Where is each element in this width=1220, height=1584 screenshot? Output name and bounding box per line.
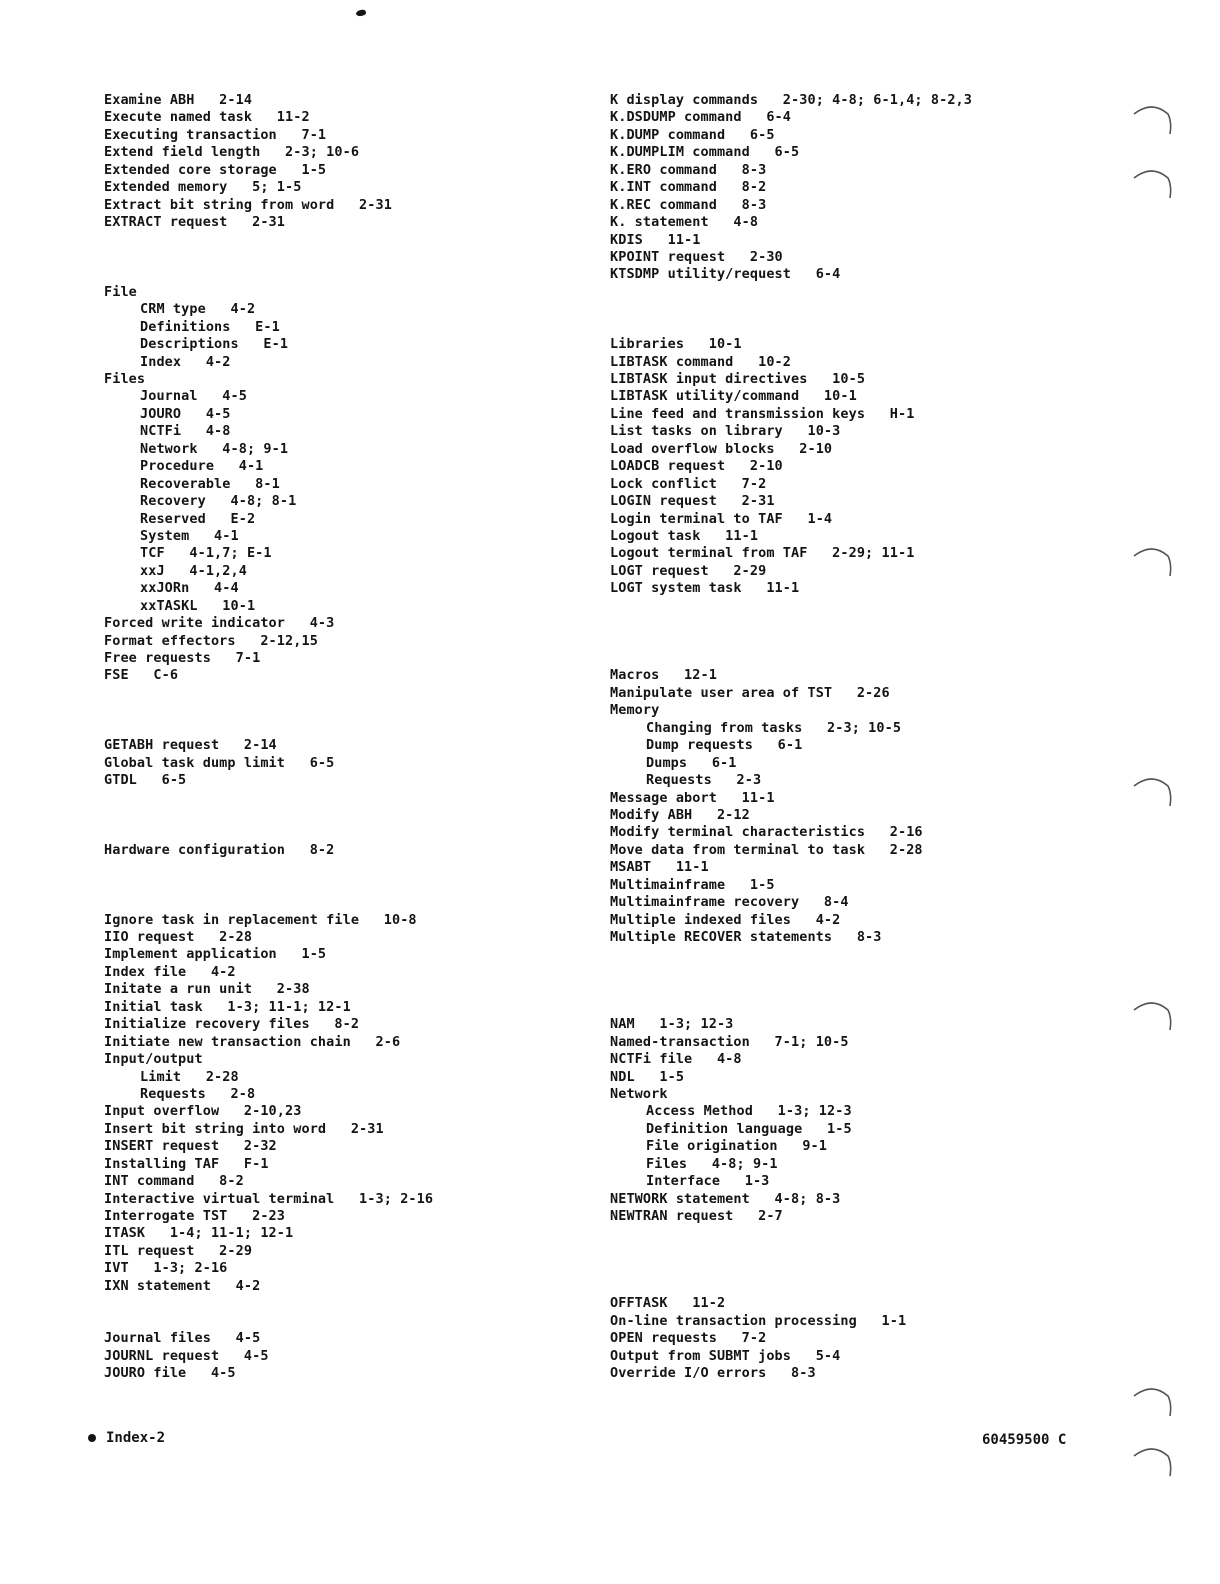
index-subentry: Changing from tasks 2-3; 10-5 [646,719,902,736]
index-entry: INSERT request 2-32 [104,1138,277,1155]
index-subentry: Requests 2-3 [646,772,762,789]
index-entry: Extended core storage 1-5 [104,161,327,178]
blank-line [104,720,574,737]
index-entry: JOURNL request 4-5 [104,1347,269,1364]
blank-line [104,266,574,283]
index-entry: NETWORK statement 4-8; 8-3 [610,1190,841,1207]
index-entry: FSE C-6 [104,667,179,684]
index-subentry: Procedure 4-1 [140,458,264,475]
index-subentry: Definition language 1-5 [646,1120,852,1137]
index-entry: List tasks on library 10-3 [610,423,841,440]
index-entry: Forced write indicator 4-3 [104,615,335,632]
blank-line [104,1295,574,1312]
index-entry: Global task dump limit 6-5 [104,754,335,771]
blank-line [610,598,1110,615]
blank-line [610,946,1110,963]
index-entry: NCTFi file 4-8 [610,1051,742,1068]
index-entry: NDL 1-5 [610,1068,685,1085]
index-entry: Extended memory 5; 1-5 [104,179,302,196]
index-entry: K.INT command 8-2 [610,179,767,196]
binder-hole-icon [1130,1442,1172,1482]
index-entry: K.DUMP command 6-5 [610,126,775,143]
index-subentry: Definitions E-1 [140,318,280,335]
stray-ink-mark [355,9,366,17]
blank-line [104,790,574,807]
index-entry: JOURO file 4-5 [104,1364,236,1381]
blank-line [104,702,574,719]
blank-line [104,894,574,911]
blank-line [610,615,1110,632]
index-entry: Multimainframe 1-5 [610,876,775,893]
blank-line [610,1243,1110,1260]
index-entry: Multiple indexed files 4-2 [610,911,841,928]
index-entry: Format effectors 2-12,15 [104,632,318,649]
index-entry: Execute named task 11-2 [104,109,310,126]
index-subentry: Dump requests 6-1 [646,737,803,754]
index-entry: Input overflow 2-10,23 [104,1103,302,1120]
index-subentry: JOURO 4-5 [140,405,231,422]
index-entry: Index file 4-2 [104,963,236,980]
index-entry: LOGIN request 2-31 [610,493,775,510]
binder-hole-icon [1130,164,1172,204]
binder-hole-icon [1130,996,1172,1036]
index-entry: IXN statement 4-2 [104,1277,261,1294]
index-subentry: xxJORn 4-4 [140,580,239,597]
index-entry: Logout terminal from TAF 2-29; 11-1 [610,545,915,562]
index-entry: Initate a run unit 2-38 [104,981,310,998]
index-entry: K.REC command 8-3 [610,196,767,213]
index-entry: KDIS 11-1 [610,231,701,248]
index-entry: Implement application 1-5 [104,946,327,963]
blank-line [610,633,1110,650]
index-entry: Input/output [104,1051,203,1068]
blank-line [104,807,574,824]
index-subentry: Journal 4-5 [140,388,247,405]
index-entry: OFFTASK 11-2 [610,1295,726,1312]
blank-line [610,301,1110,318]
index-entry: Insert bit string into word 2-31 [104,1120,384,1137]
index-entry: INT command 8-2 [104,1173,244,1190]
index-subentry: File origination 9-1 [646,1138,828,1155]
binder-hole-icon [1130,100,1172,140]
blank-line [610,319,1110,336]
index-entry: Hardware configuration 8-2 [104,841,335,858]
index-subentry: System 4-1 [140,527,239,544]
index-entry: LIBTASK input directives 10-5 [610,371,866,387]
index-entry: K. statement 4-8 [610,214,759,231]
index-entry: Multiple RECOVER statements 8-3 [610,929,882,945]
index-entry: Ignore task in replacement file 10-8 [104,911,417,928]
blank-line [104,232,574,249]
blank-line [104,685,574,702]
index-entry: Load overflow blocks 2-10 [610,440,833,457]
index-subentry: Recoverable 8-1 [140,475,280,492]
index-entry: On-line transaction processing 1-1 [610,1312,907,1329]
index-entry: File [104,283,137,300]
index-entry: Override I/O errors 8-3 [610,1364,816,1381]
index-entry: Manipulate user area of TST 2-26 [610,684,890,701]
index-entry: LIBTASK utility/command 10-1 [610,388,857,405]
blank-line [610,1260,1110,1277]
blank-line [104,249,574,266]
index-entry: Modify terminal characteristics 2-16 [610,824,923,841]
blank-line [104,877,574,894]
index-entry: Login terminal to TAF 1-4 [610,510,833,527]
footer-doc-number: 60459500 C [982,1432,1067,1448]
index-entry: Modify ABH 2-12 [610,806,750,823]
index-subentry: TCF 4-1,7; E-1 [140,545,272,562]
index-entry: Interactive virtual terminal 1-3; 2-16 [104,1190,434,1207]
index-entry: Executing transaction 7-1 [104,126,327,143]
blank-line [104,1313,574,1330]
index-entry: KTSDMP utility/request 6-4 [610,266,841,283]
index-subentry: Descriptions E-1 [140,336,289,353]
blank-line [610,1278,1110,1295]
binder-hole-icon [1130,772,1172,812]
index-entry: Initiate new transaction chain 2-6 [104,1033,401,1050]
index-entry: GTDL 6-5 [104,772,187,789]
index-subentry: CRM type 4-2 [140,301,256,318]
index-entry: EXTRACT request 2-31 [104,214,286,231]
index-subentry: xxJ 4-1,2,4 [140,562,247,579]
bullet-icon [88,1434,96,1442]
index-entry: Extend field length 2-3; 10-6 [104,144,360,161]
blank-line [104,859,574,876]
index-entry: Network [610,1085,668,1102]
index-entry: Move data from terminal to task 2-28 [610,841,923,858]
index-entry: Macros 12-1 [610,667,717,684]
blank-line [610,964,1110,981]
index-entry: Interrogate TST 2-23 [104,1208,286,1224]
index-entry: Installing TAF F-1 [104,1155,269,1172]
index-entry: Examine ABH 2-14 [104,92,253,108]
index-entry: Extract bit string from word 2-31 [104,196,392,213]
index-entry: Line feed and transmission keys H-1 [610,405,915,422]
index-subentry: Reserved E-2 [140,510,256,527]
index-entry: NAM 1-3; 12-3 [610,1016,734,1033]
index-subentry: Index 4-2 [140,353,231,370]
index-entry: IVT 1-3; 2-16 [104,1260,228,1277]
index-subentry: Access Method 1-3; 12-3 [646,1103,852,1120]
index-subentry: Requests 2-8 [140,1085,256,1102]
index-entry: IIO request 2-28 [104,929,253,945]
index-entry: K.ERO command 8-3 [610,161,767,178]
page-label-text: Index-2 [106,1430,166,1446]
footer-page-label [88,1430,165,1446]
index-entry: K.DSDUMP command 6-4 [610,109,792,126]
index-entry: Message abort 11-1 [610,789,775,806]
binder-hole-icon [1130,542,1172,582]
blank-line [610,999,1110,1016]
index-entry: LOGT request 2-29 [610,562,767,579]
index-entry: ITL request 2-29 [104,1242,253,1259]
index-entry: MSABT 11-1 [610,859,709,876]
blank-line [104,824,574,841]
index-entry: Initial task 1-3; 11-1; 12-1 [104,998,351,1015]
blank-line [610,284,1110,301]
index-entry: Journal files 4-5 [104,1330,261,1347]
index-entry: Libraries 10-1 [610,336,742,353]
index-subentry: Network 4-8; 9-1 [140,440,289,457]
index-entry: Output from SUBMT jobs 5-4 [610,1347,841,1364]
index-entry: Multimainframe recovery 8-4 [610,894,849,911]
index-subentry: Recovery 4-8; 8-1 [140,493,297,510]
index-subentry: Limit 2-28 [140,1068,239,1085]
index-entry: LOGT system task 11-1 [610,580,800,597]
blank-line [610,981,1110,998]
blank-line [610,650,1110,667]
index-entry: Memory [610,702,660,719]
index-entry: Logout task 11-1 [610,527,759,544]
index-entry: Named-transaction 7-1; 10-5 [610,1033,849,1050]
index-entry: Initialize recovery files 8-2 [104,1016,360,1033]
index-entry: LIBTASK command 10-2 [610,353,792,370]
blank-line [610,1225,1110,1242]
index-subentry: Dumps 6-1 [646,754,737,771]
index-entry: GETABH request 2-14 [104,737,277,754]
index-entry: KPOINT request 2-30 [610,248,783,265]
index-subentry: NCTFi 4-8 [140,423,231,440]
index-entry: Lock conflict 7-2 [610,475,767,492]
index-column-left [104,92,574,1382]
index-entry: OPEN requests 7-2 [610,1330,767,1347]
binder-hole-icon [1130,1382,1172,1422]
index-subentry: xxTASKL 10-1 [140,597,256,614]
index-entry: ITASK 1-4; 11-1; 12-1 [104,1225,294,1242]
index-entry: Free requests 7-1 [104,650,261,666]
index-entry: Files [104,371,146,387]
index-column-right [610,92,1110,1382]
index-entry: LOADCB request 2-10 [610,458,783,475]
index-subentry: Files 4-8; 9-1 [646,1155,778,1172]
index-entry: NEWTRAN request 2-7 [610,1208,783,1224]
index-entry: K.DUMPLIM command 6-5 [610,144,800,161]
index-subentry: Interface 1-3 [646,1173,770,1190]
index-entry: K display commands 2-30; 4-8; 6-1,4; 8-2,3 [610,92,973,108]
